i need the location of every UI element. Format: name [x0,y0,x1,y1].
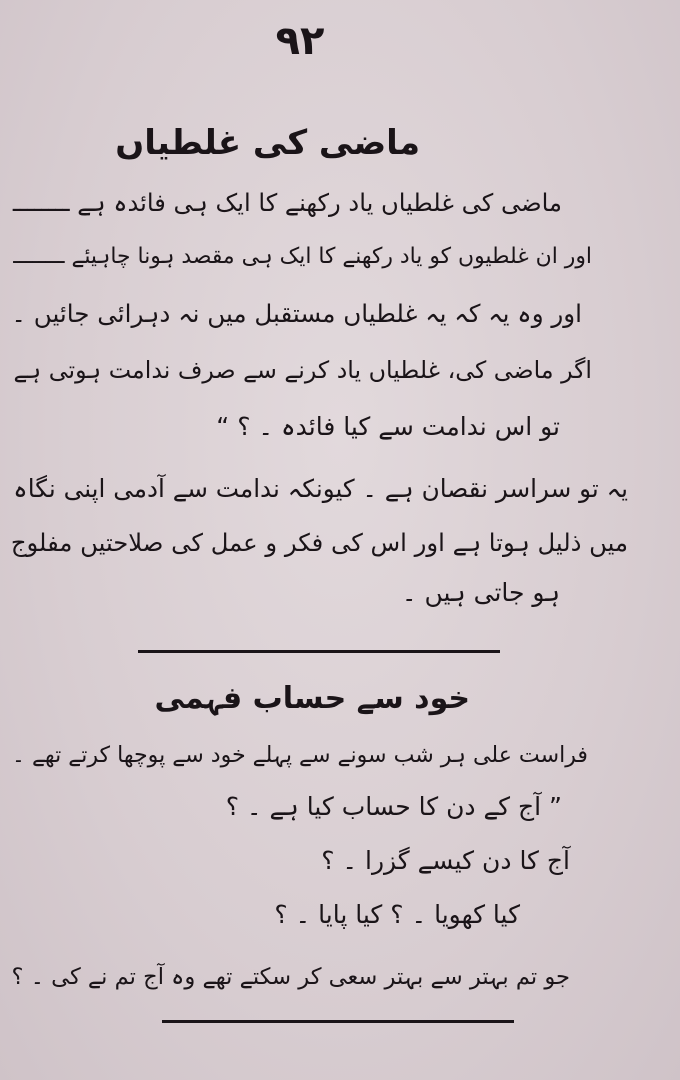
section-divider-bottom [162,1020,514,1023]
page-number: ٩٢ [275,18,325,64]
section-2-line-4: کیا کھویا ۔ ؟ کیا پایا ۔ ؟ [274,900,520,929]
section-2-line-5: جو تم بہتر سے بہتر سعی کر سکتے تھے وہ آج تم نے کی ۔ ؟ [11,964,570,990]
section-1-line-5: تو اس ندامت سے کیا فائدہ ۔ ؟ “ [216,412,560,441]
section-2-line-3: آج کا دن کیسے گزرا ۔ ؟ [321,846,570,875]
section-1-line-4: اگر ماضی کی، غلطیاں یاد کرنے سے صرف ندامت ہوتی ہے [13,356,592,384]
section-1-line-3: اور وہ یہ کہ یہ غلطیاں مستقبل میں نہ دہرائی جائیں ۔ [11,299,582,328]
section-1-line-1: ماضی کی غلطیاں یاد رکھنے کا ایک ہی فائدہ ہے ــــــــ [12,189,562,217]
section-2-line-1: فراست علی ہر شب سونے سے پہلے خود سے پوچھا کرتے تھے ۔ [12,742,588,768]
section-divider-top [138,650,500,653]
section-1-line-8: ہو جاتی ہیں ۔ [401,578,560,607]
section-2-line-2: ” آج کے دن کا حساب کیا ہے ۔ ؟ [225,792,562,821]
section-1-title: ماضی کی غلطیاں [115,123,420,163]
section-2-title: خود سے حساب فہمی [154,681,470,716]
section-1-line-6: یہ تو سراسر نقصان ہے ۔ کیونکہ ندامت سے آدمی اپنی نگاہ [13,474,628,503]
section-1-line-2: اور ان غلطیوں کو یاد رکھنے کا ایک ہی مقصد ہونا چاہیئے ــــــــ [13,244,592,269]
section-1-line-7: میں ذلیل ہوتا ہے اور اس کی فکر و عمل کی صلاحتیں مفلوج [10,528,628,557]
